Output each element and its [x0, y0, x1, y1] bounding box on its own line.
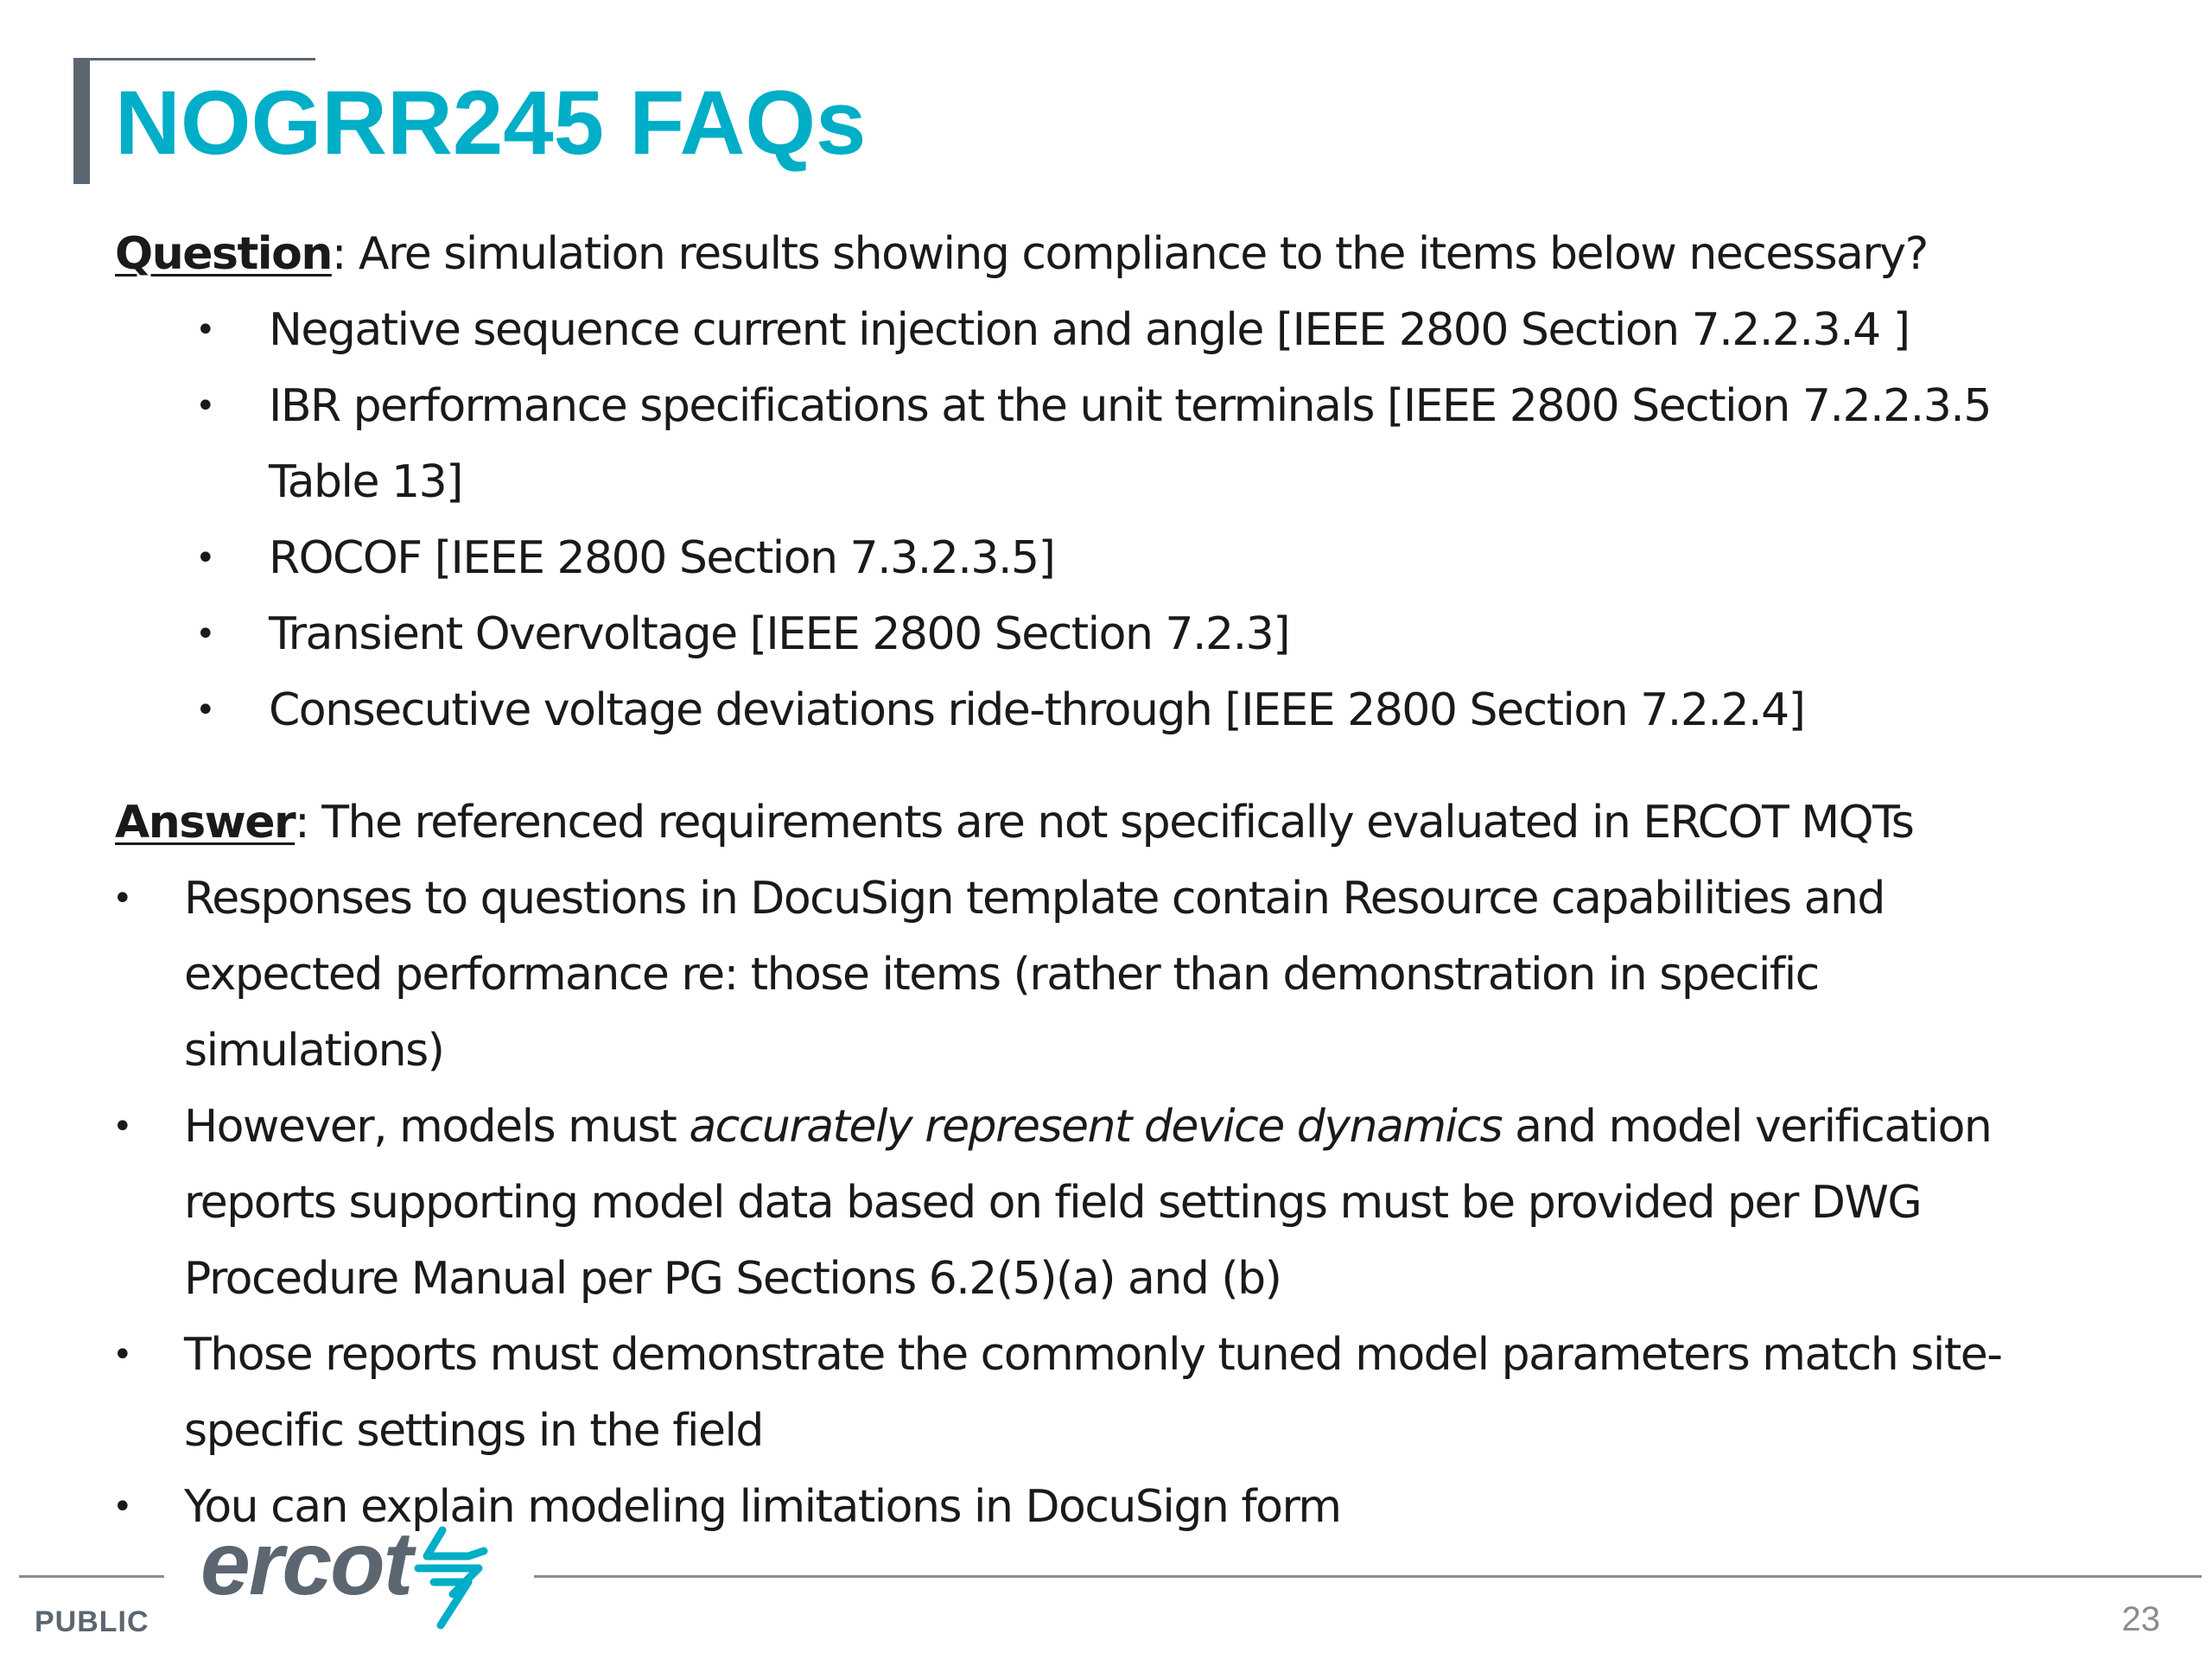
- ercot-bolt-mark-icon: [408, 1523, 494, 1631]
- slide-body: [112, 216, 2137, 1545]
- list-item: • Responses to questions in DocuSign template contain Resource capabilities and expected performance re: those items (rather than demonstration in specific simulations): [115, 861, 2137, 1089]
- title-accent-bar: [73, 58, 90, 184]
- list-item: • You can explain modeling limitations in DocuSign form: [115, 1469, 2137, 1545]
- list-item: • Negative sequence current injection and angle [IEEE 2800 Section 7.2.2.3.4 ]: [115, 292, 2137, 368]
- bullet-icon: •: [195, 386, 215, 426]
- bullet-icon: •: [195, 310, 215, 350]
- answer-paragraph: [115, 785, 2137, 861]
- list-item: • Transient Overvoltage [IEEE 2800 Section 7.2.3]: [115, 596, 2137, 672]
- list-item: • ROCOF [IEEE 2800 Section 7.3.2.3.5]: [115, 520, 2137, 596]
- footer-rule-left: [19, 1575, 164, 1578]
- question-label: Question: [115, 228, 332, 280]
- emphasis-text: accurately represent device dynamics: [689, 1101, 1503, 1153]
- question-paragraph: [115, 216, 2137, 292]
- footer-rule-right: [534, 1575, 2202, 1578]
- bullet-icon: •: [195, 614, 215, 654]
- bullet-icon: •: [112, 1335, 132, 1375]
- bullet-icon: •: [195, 690, 215, 730]
- question-text: : Are simulation results showing compliance to the items below necessary?: [331, 228, 1928, 280]
- answer-block: [112, 785, 2137, 1545]
- bullet-icon: •: [112, 879, 132, 918]
- title-accent-rule: [73, 58, 315, 60]
- bullet-icon: •: [112, 1107, 132, 1147]
- question-bullet-list: [115, 292, 2137, 748]
- list-item: • However, models must accurately represent device dynamics and model verification reports supporting model data based on field settings must be provided per DWG Procedure Manual per PG Sections 6.2(5)(a) and (b): [115, 1089, 2137, 1317]
- ercot-logo: [200, 1516, 494, 1633]
- answer-bullet-list: [112, 861, 2137, 1545]
- list-item: • IBR performance specifications at the unit terminals [IEEE 2800 Section 7.2.2.3.5 Table 13]: [115, 368, 2137, 520]
- list-item: • Consecutive voltage deviations ride-through [IEEE 2800 Section 7.2.2.4]: [115, 672, 2137, 748]
- bullet-icon: •: [195, 538, 215, 578]
- answer-label: Answer: [115, 797, 296, 849]
- logo-wordmark: ercot: [200, 1514, 412, 1614]
- bullet-icon: •: [112, 1487, 132, 1527]
- classification-label: PUBLIC: [35, 1605, 149, 1638]
- answer-text: : The referenced requirements are not specifically evaluated in ERCOT MQTs: [295, 797, 1914, 849]
- page-number: 23: [2121, 1600, 2160, 1638]
- slide-title: NOGRR245 FAQs: [115, 73, 867, 174]
- list-item: • Those reports must demonstrate the commonly tuned model parameters match site- specific settings in the field: [115, 1317, 2137, 1469]
